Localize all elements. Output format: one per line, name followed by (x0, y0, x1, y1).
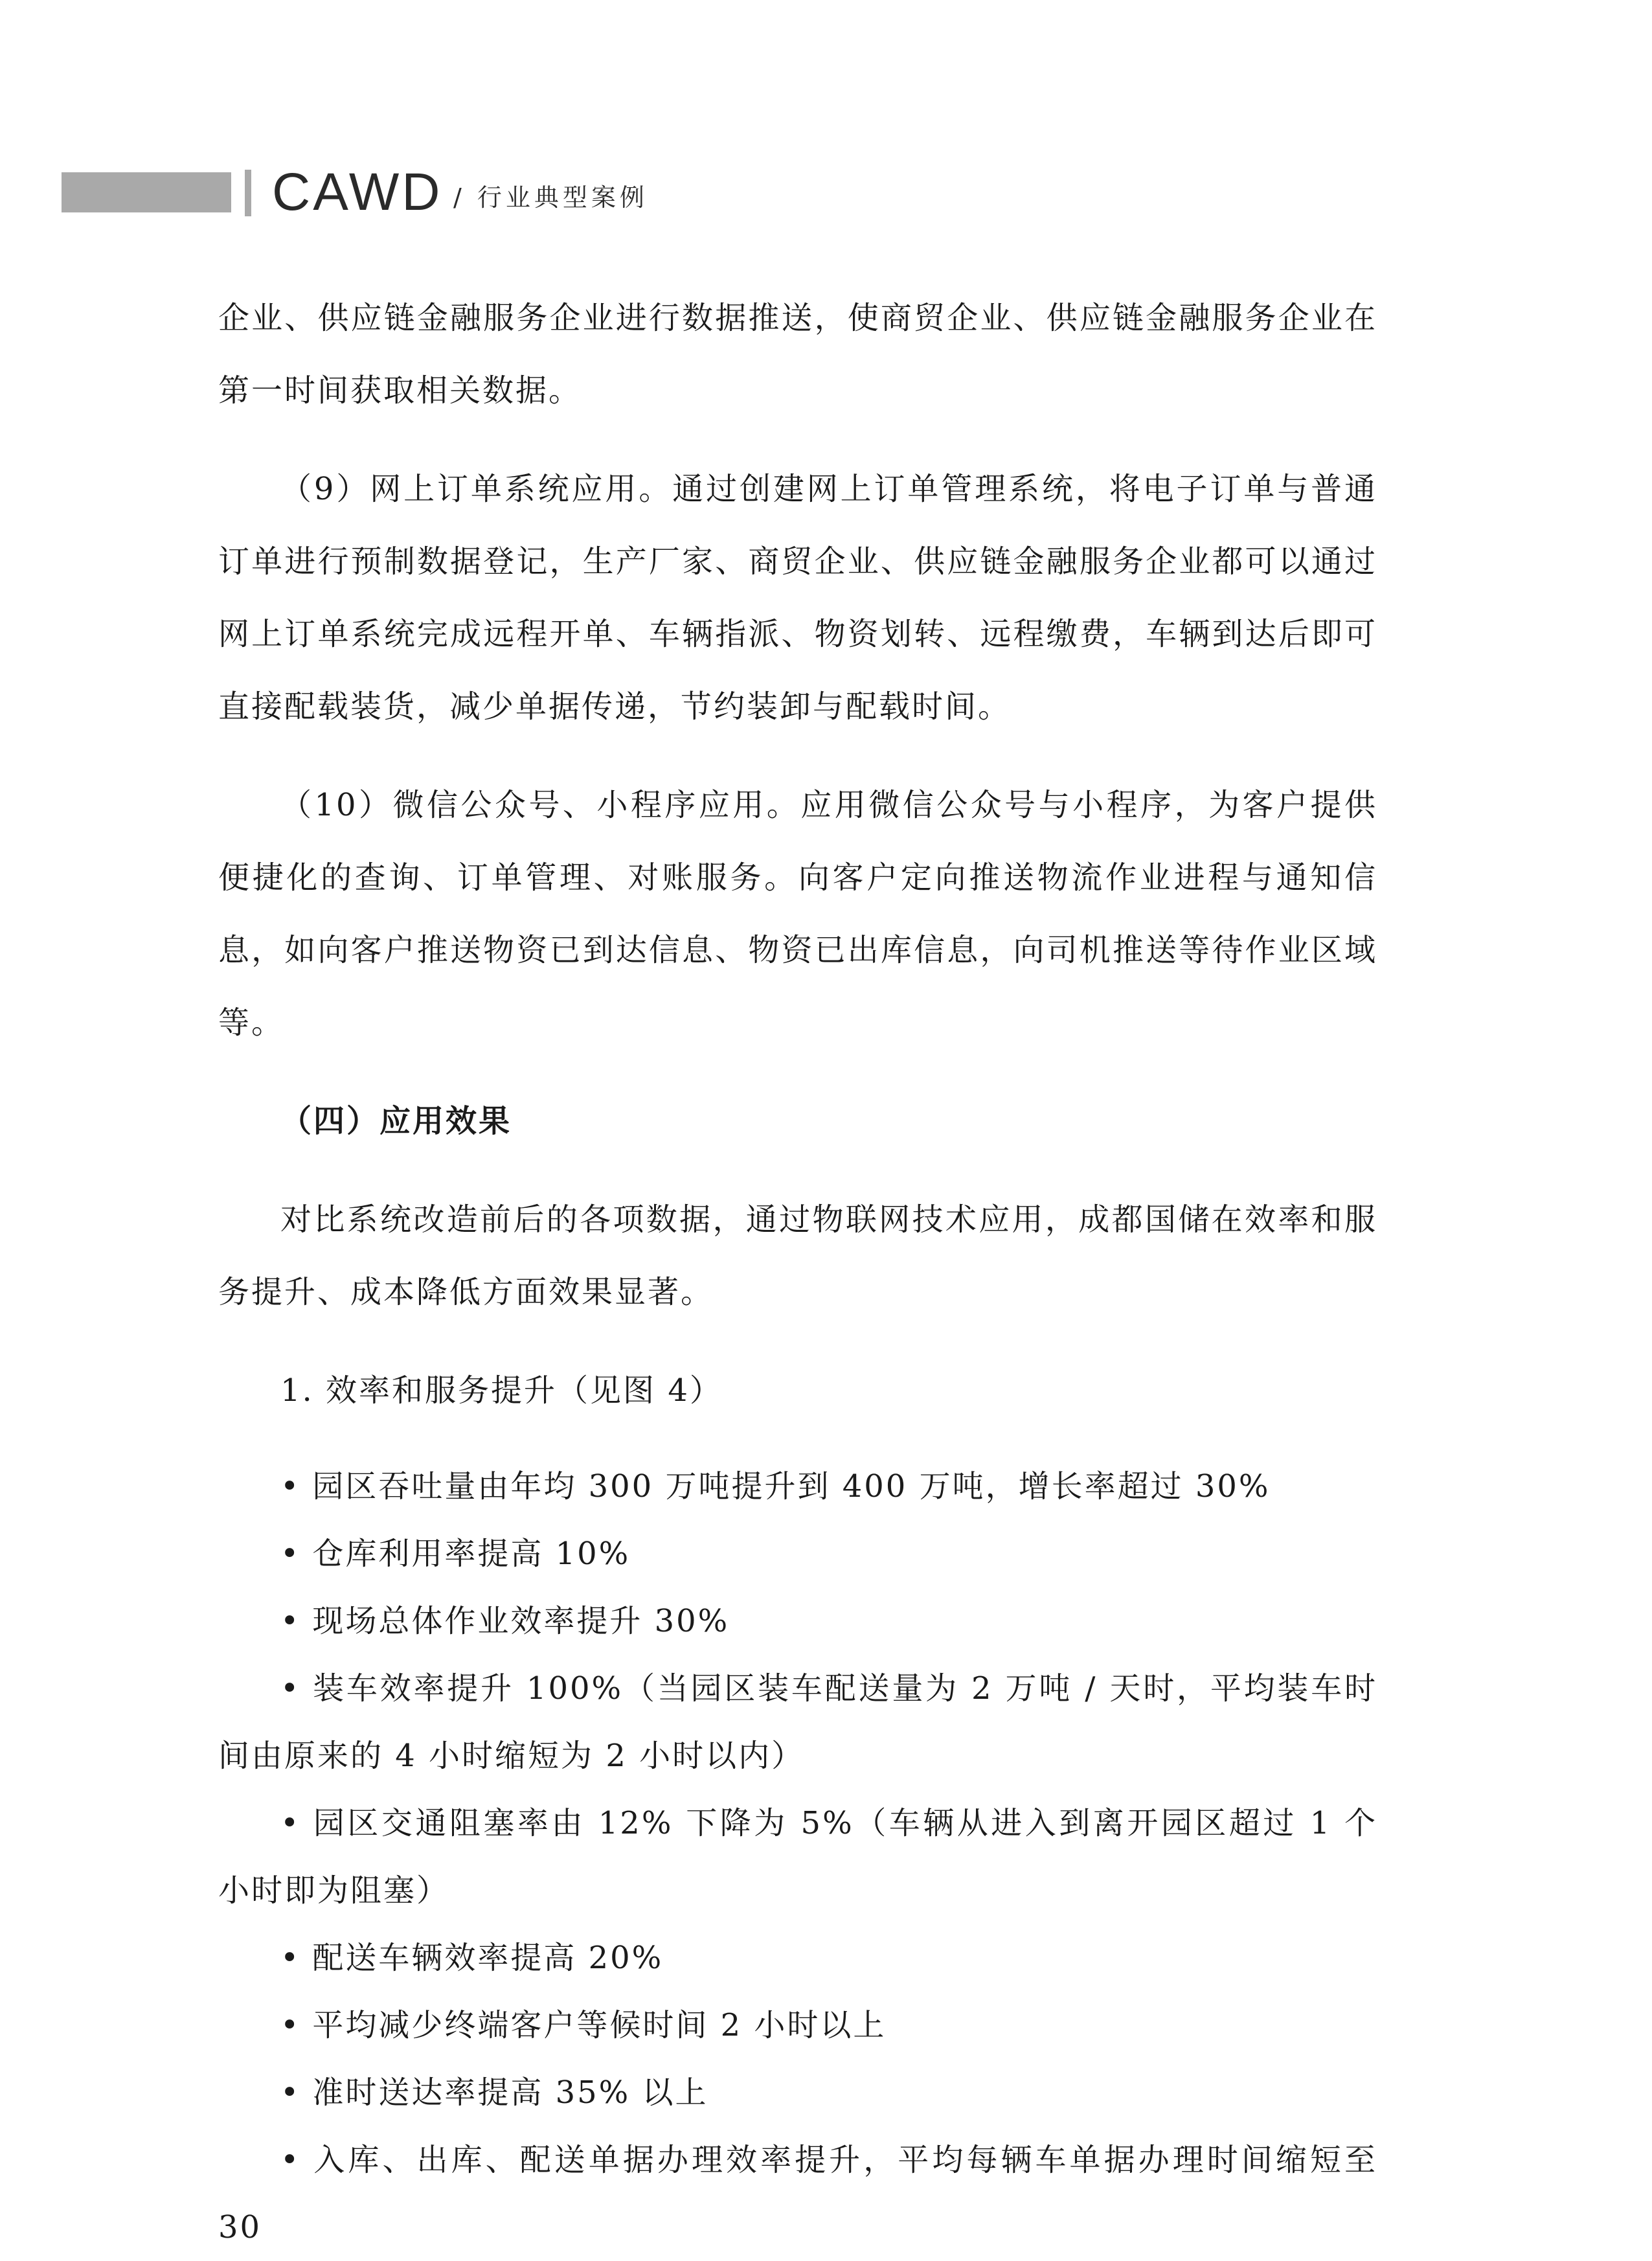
list-item (218, 1453, 1377, 1520)
list-item-text: 平均减少终端客户等候时间 2 小时以上 (312, 2007, 887, 2043)
paragraph-continuation: 企业、供应链金融服务企业进行数据推送，使商贸企业、供应链金融服务企业在第一时间获取相关数据。 (218, 300, 1377, 409)
bullet-icon: • (280, 1468, 301, 1505)
bullet-icon: • (280, 2142, 301, 2178)
header-logo-text: CAWD (272, 163, 443, 222)
list-item-text: 准时送达率提高 35% 以上 (312, 2074, 708, 2111)
list-item (218, 1789, 1377, 1924)
bullet-icon: • (280, 1670, 301, 1707)
bullet-icon: • (280, 1805, 301, 1841)
bullet-icon: • (280, 2007, 301, 2043)
list-item (218, 1924, 1377, 1992)
bullet-icon: • (280, 1536, 301, 1572)
bullet-icon: • (280, 2074, 301, 2111)
document-body (218, 282, 1377, 2261)
list-item-text: 入库、出库、配送单据办理效率提升，平均每辆车单据办理时间缩短至 30 (218, 2142, 1377, 2245)
bullet-list (218, 1453, 1377, 2261)
list-item (218, 1587, 1377, 1655)
list-item-text: 现场总体作业效率提升 30% (312, 1603, 730, 1639)
list-item-text: 仓库利用率提高 10% (312, 1536, 631, 1572)
list-item-text: 园区交通阻塞率由 12% 下降为 5%（车辆从进入到离开园区超过 1 个小时即为阻塞） (218, 1805, 1377, 1909)
list-item (218, 1520, 1377, 1587)
paragraph-effects-intro: 对比系统改造前后的各项数据，通过物联网技术应用，成都国储在效率和服务提升、成本降低方面效果显著。 (218, 1201, 1377, 1310)
paragraph-wechat: （10）微信公众号、小程序应用。应用微信公众号与小程序，为客户提供便捷化的查询、订单管理、对账服务。向客户定向推送物流作业进程与通知信息，如向客户推送物资已到达信息、物资已出库信息，向司机推送等待作业区域等。 (218, 787, 1377, 1041)
list-item-text: 配送车辆效率提高 20% (312, 1940, 664, 1976)
section-heading-effects: （四）应用效果 (280, 1103, 512, 1139)
list-item (218, 1992, 1377, 2059)
subheading-efficiency: 1. 效率和服务提升（见图 4） (280, 1372, 723, 1409)
list-item-text: 装车效率提升 100%（当园区装车配送量为 2 万吨 / 天时，平均装车时间由原来的 4 小时缩短为 2 小时以内） (218, 1670, 1377, 1774)
paragraph-online-order: （9）网上订单系统应用。通过创建网上订单管理系统，将电子订单与普通订单进行预制数据登记，生产厂家、商贸企业、供应链金融服务企业都可以通过网上订单系统完成远程开单、车辆指派、物资划转、远程缴费，车辆到达后即可直接配载装货，减少单据传递，节约装卸与配载时间。 (218, 471, 1377, 725)
list-item (218, 1655, 1377, 1789)
page-header (0, 163, 1652, 222)
header-subtitle: / 行业典型案例 (453, 183, 648, 212)
list-item-text: 园区吞吐量由年均 300 万吨提升到 400 万吨，增长率超过 30% (312, 1468, 1271, 1505)
bullet-icon: • (280, 1603, 301, 1639)
header-separator (245, 170, 251, 216)
list-item (218, 2126, 1377, 2261)
header-gray-bar (62, 172, 231, 212)
list-item (218, 2059, 1377, 2126)
bullet-icon: • (280, 1940, 301, 1976)
